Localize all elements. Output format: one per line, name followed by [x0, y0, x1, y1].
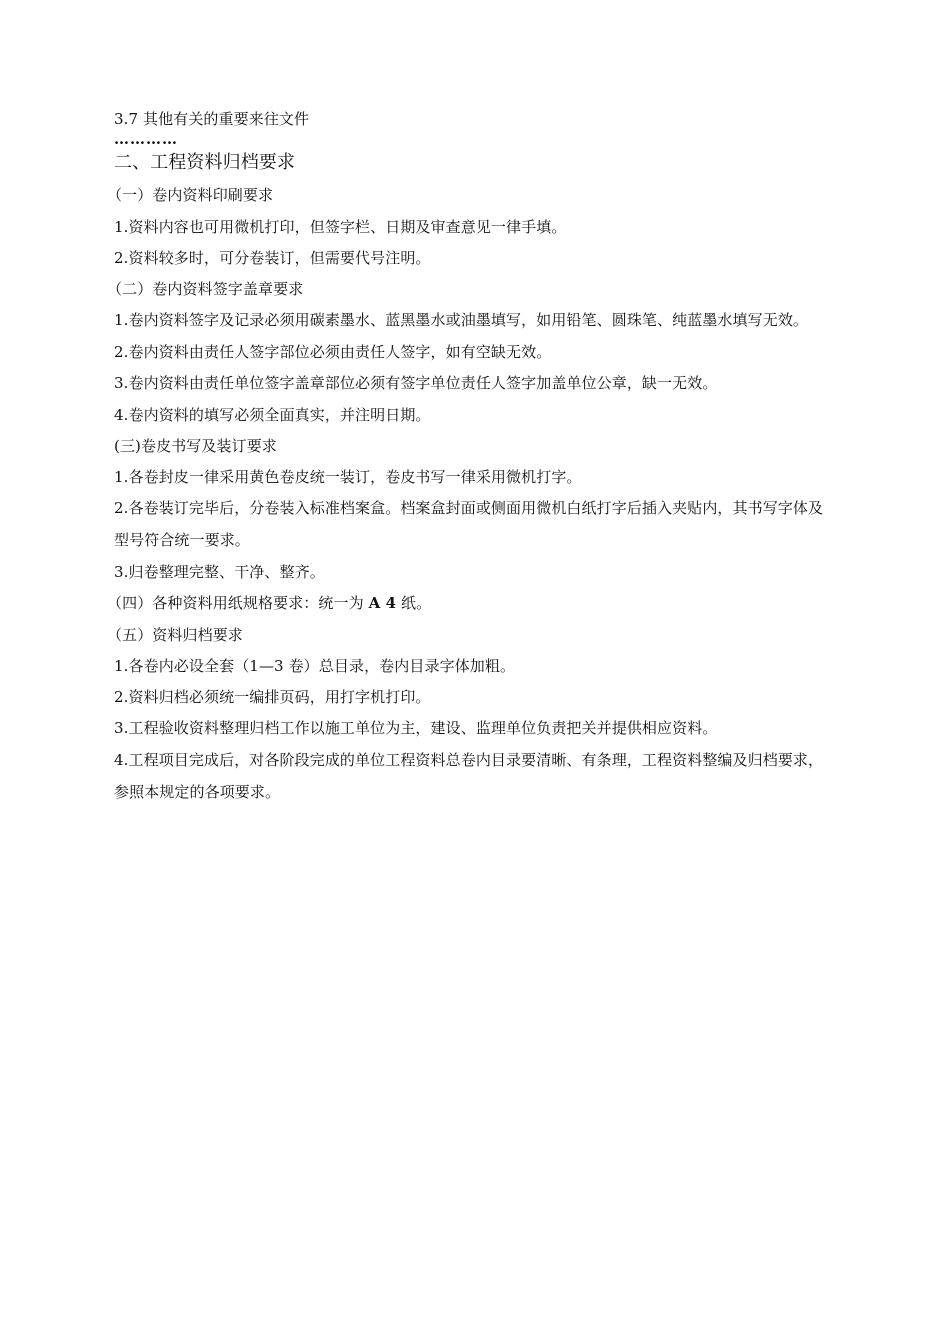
- binding-item-2: 2.各卷装订完毕后，分卷装入标准档案盒。档案盒封面或侧面用微机白纸打字后插入夹贴内，其书写字体及型号符合统一要求。: [114, 499, 824, 550]
- binding-item-3: 3.归卷整理完整、干净、整齐。: [114, 562, 325, 581]
- section-heading-archiving: 二、工程资料归档要求: [114, 152, 295, 174]
- binding-item-1: 1.各卷封皮一律采用黄色卷皮统一装订，卷皮书写一律采用微机打字。: [114, 468, 582, 487]
- subsection-archiving: （五）资料归档要求: [107, 625, 243, 644]
- document-body: [107, 108, 834, 812]
- subsection-cover-binding: (三)卷皮书写及装订要求: [114, 436, 277, 455]
- paper-size-suffix: 纸。: [396, 594, 432, 613]
- subsection-signing: （二）卷内资料签字盖章要求: [107, 280, 304, 299]
- item-3-7: 3.7 其他有关的重要来往文件: [114, 110, 310, 128]
- signing-item-3: 3.卷内资料由责任单位签字盖章部位必须有签字单位责任人签字加盖单位公章，缺一无效。: [114, 374, 718, 393]
- printing-item-2: 2.资料较多时，可分卷装订，但需要代号注明。: [114, 248, 431, 267]
- ellipsis: …………: [114, 130, 178, 149]
- signing-item-1: 1.卷内资料签字及记录必须用碳素墨水、蓝黑墨水或油墨填写，如用铅笔、圆珠笔、纯蓝墨水填写无效。: [114, 311, 809, 330]
- signing-item-4: 4.卷内资料的填写必须全面真实，并注明日期。: [114, 405, 431, 424]
- archiving-item-4: 4.工程项目完成后，对各阶段完成的单位工程资料总卷内目录要清晰、有条理，工程资料整编及归档要求，参照本规定的各项要求。: [114, 750, 824, 801]
- paper-size-value: A 4: [368, 594, 397, 613]
- signing-item-2: 2.卷内资料由责任人签字部位必须由责任人签字，如有空缺无效。: [114, 342, 552, 361]
- printing-item-1: 1.资料内容也可用微机打印，但签字栏、日期及审查意见一律手填。: [114, 217, 567, 236]
- subsection-printing: （一）卷内资料印刷要求: [107, 186, 274, 205]
- archiving-item-1: 1.各卷内必设全套（1—3 卷）总目录，卷内目录字体加粗。: [114, 656, 516, 675]
- archiving-item-3: 3.工程验收资料整理归档工作以施工单位为主，建设、监理单位负责把关并提供相应资料。: [114, 719, 718, 738]
- paper-size-prefix: （四）各种资料用纸规格要求：统一为: [107, 594, 369, 613]
- archiving-item-2: 2.资料归档必须统一编排页码，用打字机打印。: [114, 688, 431, 707]
- subsection-paper-size: [107, 592, 834, 614]
